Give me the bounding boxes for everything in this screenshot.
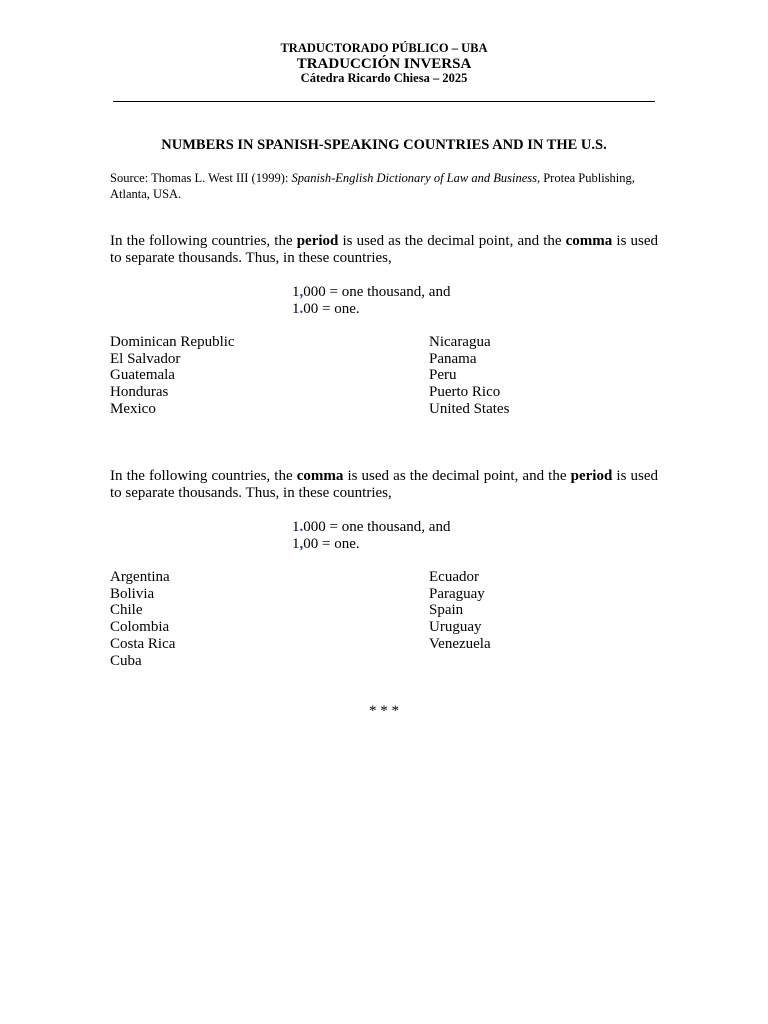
header-course: TRADUCCIÓN INVERSA [296,55,472,72]
source-citation [110,171,660,202]
example-text: 00 = one. [303,301,360,317]
section1-countries-left [110,334,235,418]
list-item: Peru [429,367,457,384]
header-divider [113,101,655,102]
list-item: Nicaragua [429,334,491,350]
list-item: Mexico [110,400,156,417]
separator-mark: , [299,536,304,552]
section2-paragraph [110,468,658,502]
end-marker: * * * [369,703,399,719]
section1-countries-right [429,334,509,418]
digit: 1 [292,536,300,552]
list-item: Colombia [110,619,170,636]
source-suffix: , Protea Publishing, Atlanta, USA. [110,171,635,201]
section1-text-mid: is used as the decimal point, and the [338,233,566,249]
section2-bold-decimal: comma [296,468,344,484]
section2-bold-thousands: period [570,468,613,484]
list-item: Venezuela [429,635,491,652]
header-chair: Cátedra Ricardo Chiesa – 2025 [300,71,468,86]
section1-bold-thousands: comma [565,233,613,249]
example-text: 000 = one thousand, and [303,519,451,535]
list-item: Dominican Republic [110,334,235,350]
source-prefix: Source: Thomas L. West III (1999): [110,171,292,185]
list-item: El Salvador [110,350,181,367]
list-item: Spain [429,602,464,619]
document-header [0,42,768,86]
section1-text-end: is used to separate thousands. Thus, in these countries, [110,233,658,266]
section2-countries-left [110,569,175,669]
list-item: Uruguay [429,619,482,636]
section2-text-end: is used to separate thousands. Thus, in these countries, [110,468,658,501]
section1-bold-decimal: period [296,233,339,249]
list-item: Costa Rica [110,635,176,652]
source-book-title: Spanish-English Dictionary of Law and Business [291,171,537,185]
section1-example-one [292,301,450,318]
list-item: Ecuador [429,569,479,585]
separator-mark: , [299,284,304,300]
example-text: 000 = one thousand, and [303,284,451,300]
section2-countries-right [429,569,491,653]
list-item: United States [429,400,510,417]
section1-example-thousand [292,284,450,301]
list-item: Puerto Rico [429,384,501,401]
list-item: Chile [110,602,143,619]
section1-text-start: In the following countries, the [110,233,297,249]
digit: 1 [292,301,300,317]
list-item: Honduras [110,384,169,401]
list-item: Bolivia [110,585,155,602]
digit: 1 [292,519,300,535]
section2-example-thousand [292,519,450,536]
separator-mark: . [299,519,304,535]
separator-mark: . [299,301,304,317]
list-item: Argentina [110,569,170,585]
section2-example [292,519,450,553]
list-item: Panama [429,350,477,367]
list-item: Guatemala [110,367,175,384]
section2-example-one [292,536,450,553]
list-item: Paraguay [429,585,485,602]
section2-text-mid: is used as the decimal point, and the [343,468,571,484]
header-institution: TRADUCTORADO PÚBLICO – UBA [280,41,488,55]
list-item: Cuba [110,652,142,669]
section1-paragraph [110,233,658,267]
section2-text-start: In the following countries, the [110,468,297,484]
document-title: NUMBERS IN SPANISH-SPEAKING COUNTRIES AND IN THE U.S. [161,137,607,153]
section1-example [292,284,450,318]
digit: 1 [292,284,300,300]
example-text: 00 = one. [303,536,360,552]
